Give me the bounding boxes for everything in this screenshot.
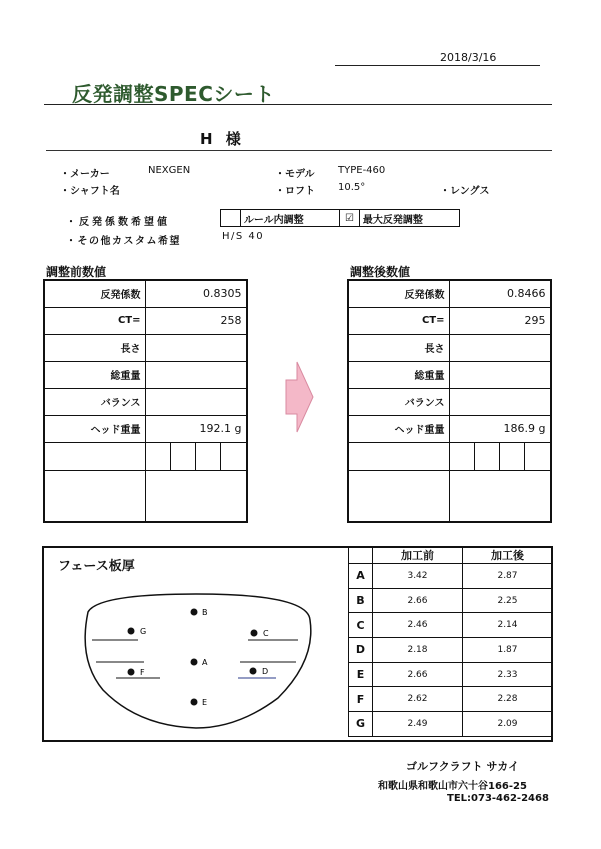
company-name: ゴルフクラフト サカイ	[406, 760, 519, 773]
row-label: CT=	[348, 307, 449, 334]
svg-text:F: F	[140, 668, 145, 677]
table-row	[44, 388, 247, 415]
row-value: 192.1 g	[145, 415, 247, 442]
custom-request-label: ・その他カスタム希望	[66, 236, 181, 247]
before-table	[43, 279, 248, 523]
model-label: ・モデル	[275, 169, 315, 180]
table-row	[44, 307, 247, 334]
row-value: 186.9 g	[449, 415, 551, 442]
row-value: 295	[449, 307, 551, 334]
svg-text:D: D	[262, 667, 269, 676]
col-before-header: 加工前	[373, 547, 463, 564]
customer-name: H 様	[200, 130, 245, 148]
title-underline	[44, 104, 552, 105]
row-label: ヘッド重量	[348, 415, 449, 442]
table-row	[348, 334, 551, 361]
before-section-title: 調整前数値	[46, 265, 107, 279]
custom-request-value: H/S 40	[222, 231, 265, 242]
table-row: A 3.42 2.87	[349, 564, 553, 589]
length-label: ・レングス	[440, 186, 490, 197]
after-section-title: 調整後数値	[350, 265, 411, 279]
row-label: 長さ	[44, 334, 145, 361]
point-a	[191, 658, 209, 667]
row-label: CT=	[44, 307, 145, 334]
table-row: D 2.18 1.87	[349, 638, 553, 663]
row-value	[145, 361, 247, 388]
svg-text:E: E	[202, 698, 208, 707]
loft-value: 10.5°	[338, 182, 366, 193]
table-row: C 2.46 2.14	[349, 613, 553, 638]
row-value: 0.8466	[449, 280, 551, 307]
max-option-label: 最大反発調整	[362, 214, 423, 226]
table-row	[348, 470, 551, 522]
maker-label: ・メーカー	[60, 169, 110, 180]
table-row	[348, 361, 551, 388]
point-d	[250, 667, 269, 676]
customer-underline	[46, 150, 552, 151]
point-g	[128, 627, 147, 636]
row-value	[145, 334, 247, 361]
point-c	[251, 629, 270, 638]
maker-value: NEXGEN	[148, 165, 191, 176]
row-label: 総重量	[44, 361, 145, 388]
document-date: 2018/3/16	[440, 51, 497, 64]
table-row	[348, 280, 551, 307]
table-row: G 2.49 2.09	[349, 712, 553, 737]
face-thickness-title: フェース板厚	[58, 559, 135, 574]
company-tel: TEL:073-462-2468	[447, 793, 549, 804]
row-label: バランス	[348, 388, 449, 415]
row-value: 258	[145, 307, 247, 334]
table-row	[348, 307, 551, 334]
row-value: 0.8305	[145, 280, 247, 307]
svg-text:A: A	[202, 658, 208, 667]
row-label: バランス	[44, 388, 145, 415]
table-row	[44, 470, 247, 522]
face-diagram	[78, 590, 318, 730]
table-row: F 2.62 2.28	[349, 687, 553, 712]
row-label: 反発係数	[44, 280, 145, 307]
row-value	[449, 388, 551, 415]
row-label: 反発係数	[348, 280, 449, 307]
table-row	[44, 280, 247, 307]
table-row	[348, 442, 551, 470]
table-row	[44, 415, 247, 442]
table-row	[348, 388, 551, 415]
point-e	[191, 698, 208, 707]
page-title: 反発調整SPECシート	[72, 82, 275, 106]
loft-label: ・ロフト	[275, 186, 315, 197]
model-value: TYPE-460	[338, 165, 386, 176]
rule-checkbox[interactable]	[221, 210, 241, 226]
after-table	[347, 279, 552, 523]
table-row: B 2.66 2.25	[349, 588, 553, 613]
svg-text:G: G	[140, 627, 147, 636]
row-value	[449, 334, 551, 361]
table-row	[44, 334, 247, 361]
row-value	[449, 361, 551, 388]
shaft-label: ・シャフト名	[60, 186, 120, 197]
table-row	[44, 361, 247, 388]
table-row: E 2.66 2.33	[349, 662, 553, 687]
row-label: 総重量	[348, 361, 449, 388]
max-checkbox[interactable]: ☑	[340, 210, 360, 226]
cor-request-label: ・反発係数希望値	[66, 217, 170, 228]
table-row	[348, 415, 551, 442]
cor-options	[220, 209, 460, 227]
arrow-right-icon	[283, 360, 315, 434]
point-f	[128, 668, 146, 677]
date-underline	[335, 65, 540, 66]
face-thickness-table	[348, 546, 553, 737]
table-row	[44, 442, 247, 470]
table-header-row	[349, 547, 553, 564]
company-address: 和歌山県和歌山市六十谷166-25	[378, 781, 527, 792]
svg-text:C: C	[263, 629, 269, 638]
row-label: 長さ	[348, 334, 449, 361]
point-b	[191, 608, 208, 617]
row-value	[145, 388, 247, 415]
col-after-header: 加工後	[463, 547, 553, 564]
svg-text:B: B	[202, 608, 208, 617]
row-label: ヘッド重量	[44, 415, 145, 442]
rule-option-label: ルール内調整	[241, 210, 340, 226]
